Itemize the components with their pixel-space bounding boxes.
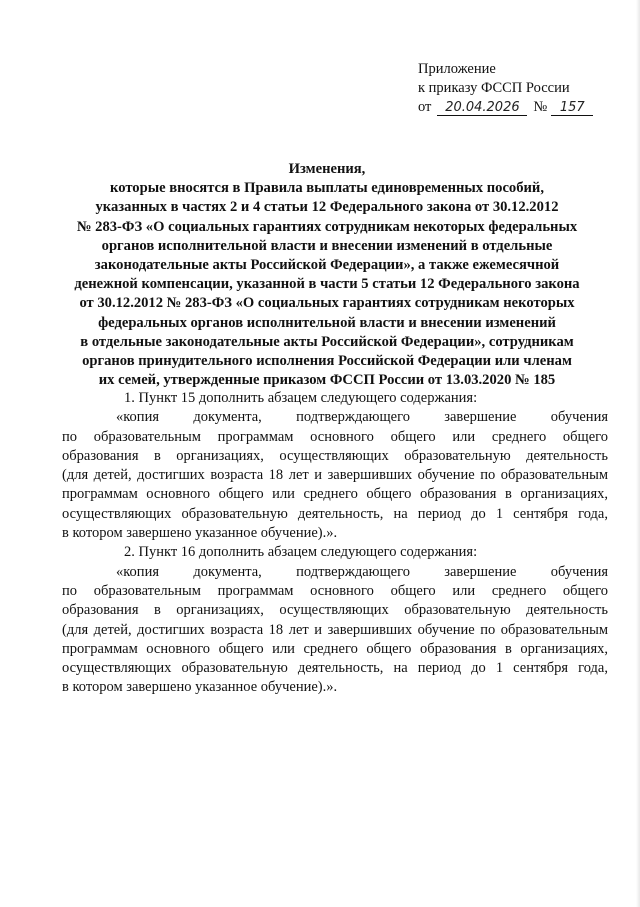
- title-line: их семей, утвержденные приказом ФССП России от 13.03.2020 № 185: [98, 372, 556, 389]
- appendix-date-number-line: [418, 98, 618, 117]
- body-line: по образовательным программам основного общего или среднего общего: [62, 582, 608, 599]
- body-line: осуществляющих образовательную деятельность, на период до 1 сентября года,: [62, 660, 608, 677]
- scan-edge: [636, 0, 640, 907]
- body-line: в котором завершено указанное обучение).».: [62, 679, 338, 696]
- appendix-label: Приложение: [418, 61, 496, 77]
- title-line: от 30.12.2012 № 283-ФЗ «О социальных гарантиях сотрудникам некоторых: [79, 295, 575, 312]
- body-line: «копия документа, подтверждающего завершение обучения: [116, 409, 608, 426]
- document-title: [62, 160, 592, 390]
- body-line: образования в организациях, осуществляющих образовательную деятельность: [62, 447, 608, 464]
- title-line: указанных в частях 2 и 4 статьи 12 Федерального закона от 30.12.2012: [95, 199, 559, 216]
- title-line: в отдельные законодательные акты Российской Федерации», сотрудникам: [80, 333, 574, 350]
- item-2: [62, 543, 608, 697]
- item-heading: 2. Пункт 16 дополнить абзацем следующего содержания:: [124, 544, 478, 561]
- body-line: (для детей, достигших возраста 18 лет и завершивших обучение по образовательным: [62, 621, 608, 638]
- handwritten-date: 20.04.2026: [437, 101, 527, 116]
- body-line: по образовательным программам основного общего или среднего общего: [62, 428, 608, 445]
- appendix-block: [418, 60, 618, 117]
- appendix-order-ref: к приказу ФССП России: [418, 80, 570, 96]
- body-line: программам основного общего или среднего общего образования в организациях,: [62, 486, 608, 503]
- title-line: федеральных органов исполнительной власти и внесении изменений: [98, 314, 556, 331]
- body-line: осуществляющих образовательную деятельность, на период до 1 сентября года,: [62, 505, 608, 522]
- body-line: «копия документа, подтверждающего завершение обучения: [116, 563, 608, 580]
- document-body: [62, 389, 608, 698]
- handwritten-number: 157: [551, 101, 593, 116]
- body-line: образования в организациях, осуществляющих образовательную деятельность: [62, 602, 608, 619]
- title-line: законодательные акты Российской Федерации», а также ежемесячной: [94, 257, 560, 274]
- title-heading: Изменения,: [288, 161, 366, 177]
- body-line: программам основного общего или среднего общего образования в организациях,: [62, 640, 608, 657]
- body-line: (для детей, достигших возраста 18 лет и завершивших обучение по образовательным: [62, 467, 608, 484]
- title-line: денежной компенсации, указанной в части 5 статьи 12 Федерального закона: [74, 276, 580, 293]
- date-prefix: от: [418, 99, 432, 115]
- body-line: в котором завершено указанное обучение).».: [62, 525, 338, 542]
- title-line: которые вносятся в Правила выплаты единовременных пособий,: [110, 180, 544, 197]
- number-prefix: №: [533, 99, 548, 115]
- title-line: № 283-ФЗ «О социальных гарантиях сотрудникам некоторых федеральных: [76, 218, 578, 235]
- title-line: органов исполнительной власти и внесении изменений в отдельные: [101, 237, 553, 254]
- item-1: [62, 389, 608, 543]
- item-heading: 1. Пункт 15 дополнить абзацем следующего содержания:: [124, 390, 478, 406]
- title-line: органов принудительного исполнения Российской Федерации или членам: [82, 353, 572, 370]
